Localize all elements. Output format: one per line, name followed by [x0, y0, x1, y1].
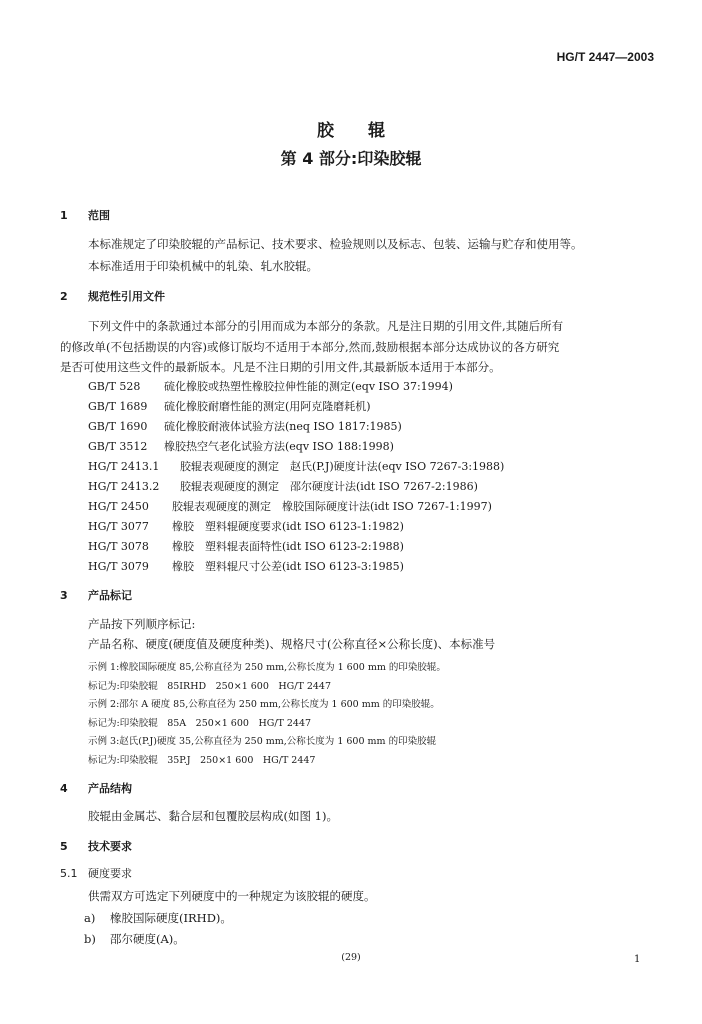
reference-title: 橡胶热空气老化试验方法(eqv ISO 188:1998) [164, 440, 394, 453]
section-4-paragraph: 胶辊由金属芯、黏合层和包覆胶层构成(如图 1)。 [88, 809, 338, 823]
section-title: 产品标记 [88, 589, 132, 602]
reference-title: 橡胶 塑料辊硬度要求(idt ISO 6123-1:1982) [172, 520, 404, 533]
section-2-paragraph: 的修改单(不包括勘误的内容)或修订版均不适用于本部分,然而,鼓励根据本部分达成协议的各方研究 [60, 340, 560, 354]
reference-title: 硫化橡胶耐液体试验方法(neq ISO 1817:1985) [164, 420, 402, 433]
reference-code: HG/T 3078 [88, 540, 149, 553]
reference-item [88, 478, 478, 494]
list-marker: a) [84, 911, 96, 925]
reference-item [88, 438, 394, 454]
reference-title: 硫化橡胶耐磨性能的测定(用阿克隆磨耗机) [164, 400, 371, 413]
reference-code: GB/T 1690 [88, 420, 148, 433]
reference-code: HG/T 3077 [88, 520, 149, 533]
example-text: 示例 3:赵氏(P.J)硬度 35,公称直径为 250 mm,公称长度为 1 600 mm 的印染胶辊 [88, 736, 437, 747]
example-text: 示例 2:邵尔 A 硬度 85,公称直径为 250 mm,公称长度为 1 600 mm 的印染胶辊。 [88, 699, 440, 710]
reference-code: HG/T 2450 [88, 500, 149, 513]
reference-code: HG/T 2413.1 [88, 460, 160, 473]
list-marker: b) [84, 932, 96, 946]
reference-code: GB/T 1689 [88, 400, 148, 413]
standard-number: HG/T 2447—2003 [556, 50, 654, 64]
section-5-heading [60, 838, 132, 854]
subsection-number: 5.1 [60, 867, 78, 880]
reference-title: 胶辊表观硬度的测定 赵氏(P.J)硬度计法(eqv ISO 7267-3:1988) [180, 460, 505, 473]
reference-item [88, 518, 404, 534]
list-item [84, 931, 185, 947]
section-4-heading [60, 780, 132, 796]
section-title: 技术要求 [88, 840, 132, 853]
document-subtitle: 第 4 部分:印染胶辊 [280, 149, 422, 168]
reference-item [88, 398, 371, 414]
reference-title: 硫化橡胶或热塑性橡胶拉伸性能的测定(eqv ISO 37:1994) [164, 380, 453, 393]
section-3-heading [60, 587, 132, 603]
reference-code: HG/T 3079 [88, 560, 149, 573]
reference-item [88, 498, 492, 514]
marking-text: 标记为:印染胶辊 35P.J 250×1 600 HG/T 2447 [88, 755, 316, 766]
section-title: 产品结构 [88, 782, 132, 795]
reference-title: 胶辊表观硬度的测定 橡胶国际硬度计法(idt ISO 7267-1:1997) [172, 500, 492, 513]
reference-item [88, 558, 404, 574]
reference-code: GB/T 3512 [88, 440, 148, 453]
reference-item [88, 458, 504, 474]
list-item-text: 橡胶国际硬度(IRHD)。 [110, 911, 232, 925]
reference-item [88, 538, 404, 554]
section-1-paragraph: 本标准适用于印染机械中的轧染、轧水胶辊。 [88, 259, 318, 273]
page-footer-number: (29) [341, 952, 361, 963]
list-item-text: 邵尔硬度(A)。 [110, 932, 185, 946]
section-3-paragraph: 产品名称、硬度(硬度值及硬度种类)、规格尺寸(公称直径×公称长度)、本标准号 [88, 637, 496, 651]
reference-item [88, 418, 402, 434]
section-5-paragraph: 供需双方可选定下列硬度中的一种规定为该胶辊的硬度。 [88, 889, 376, 903]
section-title: 规范性引用文件 [88, 290, 165, 303]
document-title: 胶 辊 [317, 121, 399, 141]
section-number: 2 [60, 290, 68, 303]
section-number: 5 [60, 840, 68, 853]
section-title: 范围 [88, 209, 110, 222]
section-2-paragraph: 是否可使用这些文件的最新版本。凡是不注日期的引用文件,其最新版本适用于本部分。 [60, 360, 501, 374]
section-3-paragraph: 产品按下列顺序标记: [88, 617, 196, 631]
list-item [84, 910, 232, 926]
section-2-paragraph: 下列文件中的条款通过本部分的引用而成为本部分的条款。凡是注日期的引用文件,其随后所有 [88, 319, 564, 333]
page-number: 1 [634, 954, 641, 965]
section-number: 3 [60, 589, 68, 602]
section-number: 1 [60, 209, 68, 222]
example-text: 示例 1:橡胶国际硬度 85,公称直径为 250 mm,公称长度为 1 600 mm 的印染胶辊。 [88, 662, 446, 673]
reference-title: 胶辊表观硬度的测定 邵尔硬度计法(idt ISO 7267-2:1986) [180, 480, 478, 493]
reference-title: 橡胶 塑料辊表面特性(idt ISO 6123-2:1988) [172, 540, 404, 553]
subsection-title: 硬度要求 [88, 867, 132, 880]
subsection-5-1-heading [60, 865, 132, 881]
section-number: 4 [60, 782, 68, 795]
marking-text: 标记为:印染胶辊 85A 250×1 600 HG/T 2447 [88, 718, 312, 729]
section-1-heading [60, 207, 110, 223]
marking-text: 标记为:印染胶辊 85IRHD 250×1 600 HG/T 2447 [88, 681, 331, 692]
reference-code: GB/T 528 [88, 380, 141, 393]
section-1-paragraph: 本标准规定了印染胶辊的产品标记、技术要求、检验规则以及标志、包装、运输与贮存和使用等。 [88, 237, 583, 251]
reference-item [88, 378, 453, 394]
reference-code: HG/T 2413.2 [88, 480, 160, 493]
reference-title: 橡胶 塑料辊尺寸公差(idt ISO 6123-3:1985) [172, 560, 404, 573]
section-2-heading [60, 288, 165, 304]
